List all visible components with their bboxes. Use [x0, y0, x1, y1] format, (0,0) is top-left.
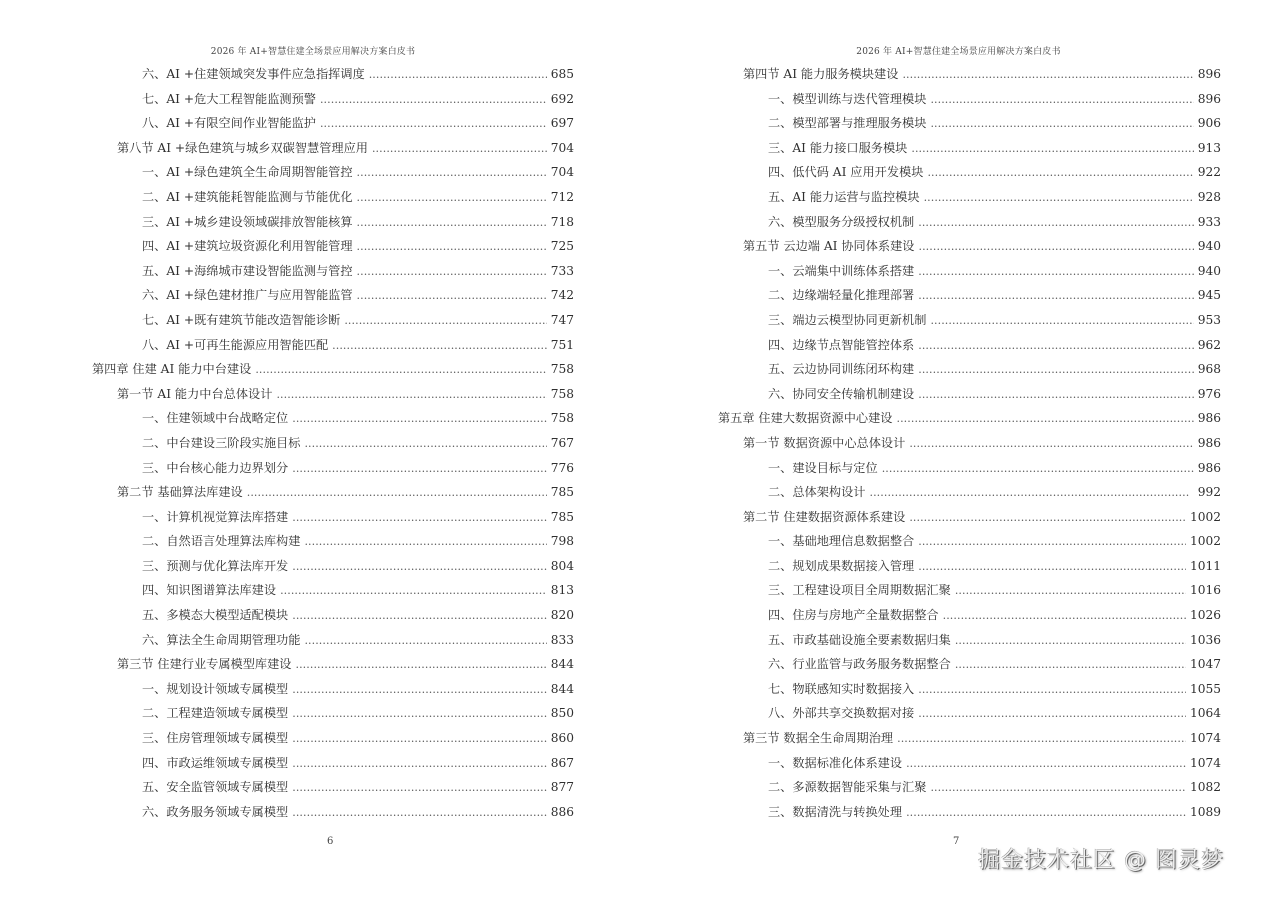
dot-leader	[357, 284, 547, 309]
dot-leader	[292, 407, 546, 432]
toc-entry-page: 976	[1197, 386, 1221, 401]
toc-entry-title: 三、中台核心能力边界划分	[142, 460, 289, 475]
toc-entry-page: 867	[550, 755, 574, 770]
toc-entry-title: 一、云端集中训练体系搭建	[768, 263, 915, 278]
toc-entry-title: 五、AI +海绵城市建设智能监测与管控	[142, 263, 353, 278]
toc-entry-page: 945	[1197, 288, 1221, 303]
toc-subsection	[718, 87, 1221, 112]
toc-entry-title: 第八节 AI +绿色建筑与城乡双碳智慧管理应用	[117, 140, 368, 155]
toc-entry-page: 1002	[1189, 534, 1221, 549]
toc-entry-page: 813	[550, 583, 574, 598]
dot-leader	[320, 112, 547, 137]
toc-entry-page: 704	[550, 165, 574, 180]
toc-subsection	[92, 456, 574, 481]
toc-entry-page: 886	[550, 804, 574, 819]
toc-entry-page: 692	[550, 91, 574, 106]
toc-entry-page: 986	[1197, 435, 1221, 450]
toc-entry-page: 820	[550, 608, 574, 623]
toc-entry-title: 六、AI +绿色建材推广与应用智能监管	[142, 288, 353, 303]
toc-entry-title: 第三节 数据全生命周期治理	[743, 731, 894, 746]
dot-leader	[304, 629, 546, 654]
toc-subsection	[92, 62, 574, 87]
toc-entry-page: 725	[550, 239, 574, 254]
dot-leader	[332, 334, 547, 359]
toc-subsection	[92, 87, 574, 112]
dot-leader	[292, 702, 546, 727]
dot-leader	[943, 604, 1186, 629]
dot-leader	[918, 211, 1193, 236]
toc-chapter	[92, 357, 574, 382]
toc-entry-title: 一、数据标准化体系建设	[768, 755, 903, 770]
toc-subsection	[718, 308, 1221, 333]
toc-entry-page: 1011	[1189, 558, 1221, 573]
toc-entry-title: 三、端边云模型协同更新机制	[768, 312, 927, 327]
dot-leader	[930, 776, 1186, 801]
toc-entry-title: 一、计算机视觉算法库搭建	[142, 509, 289, 524]
dot-leader	[918, 555, 1186, 580]
toc-entry-title: 二、AI +建筑能耗智能监测与节能优化	[142, 189, 353, 204]
toc-entry-title: 第三节 住建行业专属模型库建设	[117, 657, 292, 672]
toc-entry-title: 五、安全监管领域专属模型	[142, 780, 289, 795]
toc-subsection	[92, 677, 574, 702]
dot-leader	[292, 457, 546, 482]
toc-subsection	[92, 406, 574, 431]
toc-section	[92, 382, 574, 407]
dot-leader	[292, 776, 546, 801]
toc-subsection	[92, 160, 574, 185]
toc-entry-page: 877	[550, 780, 574, 795]
toc-subsection	[718, 456, 1221, 481]
toc-subsection	[92, 529, 574, 554]
table-of-contents	[718, 62, 1221, 824]
toc-entry-title: 七、AI +危大工程智能监测预警	[142, 91, 316, 106]
toc-entry-title: 六、行业监管与政务服务数据整合	[768, 657, 951, 672]
toc-entry-title: 二、边缘端轻量化推理部署	[768, 288, 915, 303]
toc-entry-page: 906	[1197, 116, 1221, 131]
running-header: 2026 年 AI+智慧住建全场景应用解决方案白皮书	[856, 47, 1061, 57]
dot-leader	[292, 678, 546, 703]
toc-entry-title: 三、预测与优化算法库开发	[142, 558, 289, 573]
toc-subsection	[718, 160, 1221, 185]
toc-entry-page: 922	[1197, 165, 1221, 180]
toc-entry-title: 二、模型部署与推理服务模块	[768, 116, 927, 131]
toc-subsection	[718, 677, 1221, 702]
dot-leader	[955, 653, 1186, 678]
toc-entry-title: 一、住建领域中台战略定位	[142, 411, 289, 426]
toc-entry-page: 850	[550, 706, 574, 721]
toc-entry-page: 896	[1197, 67, 1221, 81]
dot-leader	[247, 481, 547, 506]
dot-leader	[357, 260, 547, 285]
toc-entry-page: 697	[550, 116, 574, 131]
toc-subsection	[718, 554, 1221, 579]
toc-entry-page: 1089	[1189, 804, 1221, 819]
toc-subsection	[718, 603, 1221, 628]
toc-subsection	[92, 234, 574, 259]
toc-subsection	[92, 775, 574, 800]
toc-section	[718, 726, 1221, 751]
dot-leader	[930, 112, 1193, 137]
toc-entry-page: 718	[550, 214, 574, 229]
dot-leader	[344, 309, 546, 334]
toc-entry-page: 1074	[1189, 731, 1221, 746]
toc-entry-page: 1016	[1189, 583, 1221, 598]
toc-section	[718, 431, 1221, 456]
dot-leader	[296, 653, 547, 678]
page-right	[632, 0, 1265, 898]
dot-leader	[906, 801, 1186, 826]
dot-leader	[919, 235, 1194, 260]
dot-leader	[918, 260, 1193, 285]
dot-leader	[870, 481, 1194, 506]
toc-subsection	[92, 628, 574, 653]
toc-entry-title: 三、工程建设项目全周期数据汇聚	[768, 583, 951, 598]
toc-subsection	[718, 333, 1221, 358]
toc-entry-page: 986	[1197, 460, 1221, 475]
toc-subsection	[92, 210, 574, 235]
toc-entry-title: 第四节 AI 能力服务模块建设	[743, 67, 899, 81]
toc-entry-page: 940	[1197, 263, 1221, 278]
dot-leader	[897, 727, 1186, 752]
toc-entry-title: 第一节 数据资源中心总体设计	[743, 435, 906, 450]
toc-subsection	[718, 259, 1221, 284]
page-number: 6	[327, 836, 334, 847]
toc-subsection	[92, 185, 574, 210]
toc-entry-title: 八、AI +可再生能源应用智能匹配	[142, 337, 329, 352]
toc-entry-title: 第五节 云边端 AI 协同体系建设	[743, 239, 915, 254]
toc-subsection	[718, 210, 1221, 235]
toc-subsection	[92, 751, 574, 776]
toc-entry-page: 896	[1197, 91, 1221, 106]
toc-entry-title: 七、物联感知实时数据接入	[768, 681, 915, 696]
toc-entry-title: 七、AI +既有建筑节能改造智能诊断	[142, 312, 341, 327]
dot-leader	[918, 678, 1186, 703]
toc-subsection	[92, 505, 574, 530]
toc-entry-page: 928	[1197, 189, 1221, 204]
toc-entry-page: 844	[550, 681, 574, 696]
toc-entry-title: 五、市政基础设施全要素数据归集	[768, 632, 951, 647]
dot-leader	[280, 579, 547, 604]
toc-subsection	[718, 751, 1221, 776]
toc-entry-title: 六、模型服务分级授权机制	[768, 214, 915, 229]
dot-leader	[292, 555, 546, 580]
toc-entry-title: 四、边缘节点智能管控体系	[768, 337, 915, 352]
toc-entry-title: 一、规划设计领域专属模型	[142, 681, 289, 696]
toc-entry-page: 751	[550, 337, 574, 352]
toc-entry-page: 712	[550, 189, 574, 204]
toc-entry-page: 704	[550, 140, 574, 155]
toc-entry-page: 742	[550, 288, 574, 303]
watermark: 掘金技术社区 @ 图灵梦	[978, 848, 1224, 873]
dot-leader	[357, 186, 547, 211]
toc-entry-page: 940	[1197, 239, 1221, 254]
dot-leader	[357, 235, 547, 260]
dot-leader	[372, 137, 547, 162]
toc-subsection	[718, 357, 1221, 382]
toc-subsection	[718, 283, 1221, 308]
toc-entry-page: 758	[550, 362, 574, 377]
toc-entry-title: 五、云边协同训练闭环构建	[768, 362, 915, 377]
toc-section	[92, 480, 574, 505]
toc-entry-title: 一、模型训练与迭代管理模块	[768, 91, 927, 106]
toc-entry-title: 五、AI 能力运营与监控模块	[768, 189, 920, 204]
toc-entry-title: 一、AI +绿色建筑全生命周期智能管控	[142, 165, 353, 180]
dot-leader	[276, 383, 546, 408]
toc-entry-title: 四、AI +建筑垃圾资源化利用智能管理	[142, 239, 353, 254]
toc-entry-title: 第一节 AI 能力中台总体设计	[117, 386, 273, 401]
toc-subsection	[718, 775, 1221, 800]
toc-entry-page: 785	[550, 485, 574, 500]
toc-subsection	[92, 111, 574, 136]
dot-leader	[304, 530, 546, 555]
toc-entry-page: 1036	[1189, 632, 1221, 647]
toc-entry-page: 986	[1197, 411, 1221, 426]
toc-entry-page: 685	[550, 67, 574, 81]
toc-subsection	[92, 308, 574, 333]
toc-entry-title: 四、低代码 AI 应用开发模块	[768, 165, 924, 180]
toc-entry-page: 758	[550, 386, 574, 401]
toc-section	[718, 62, 1221, 87]
toc-subsection	[718, 382, 1221, 407]
toc-entry-title: 一、建设目标与定位	[768, 460, 878, 475]
toc-subsection	[92, 431, 574, 456]
toc-entry-page: 962	[1197, 337, 1221, 352]
dot-leader	[918, 284, 1193, 309]
dot-leader	[906, 752, 1186, 777]
dot-leader	[304, 432, 546, 457]
toc-subsection	[92, 800, 574, 825]
toc-entry-page: 758	[550, 411, 574, 426]
dot-leader	[292, 752, 546, 777]
toc-entry-title: 二、自然语言处理算法库构建	[142, 534, 301, 549]
toc-entry-title: 八、AI +有限空间作业智能监护	[142, 116, 316, 131]
toc-entry-title: 二、总体架构设计	[768, 485, 866, 500]
dot-leader	[292, 604, 546, 629]
toc-subsection	[92, 603, 574, 628]
dot-leader	[909, 432, 1193, 457]
dot-leader	[918, 702, 1186, 727]
toc-entry-title: 第二节 住建数据资源体系建设	[743, 509, 906, 524]
dot-leader	[918, 334, 1193, 359]
toc-entry-page: 833	[550, 632, 574, 647]
toc-entry-page: 844	[550, 657, 574, 672]
toc-entry-title: 第五章 住建大数据资源中心建设	[718, 411, 893, 426]
dot-leader	[918, 358, 1193, 383]
toc-section	[718, 234, 1221, 259]
toc-section	[718, 505, 1221, 530]
toc-entry-title: 五、多模态大模型适配模块	[142, 608, 289, 623]
page-left	[0, 0, 632, 898]
toc-subsection	[718, 652, 1221, 677]
toc-subsection	[92, 259, 574, 284]
running-header: 2026 年 AI+智慧住建全场景应用解决方案白皮书	[210, 47, 416, 57]
toc-entry-page: 1026	[1189, 608, 1221, 623]
toc-entry-title: 二、中台建设三阶段实施目标	[142, 435, 301, 450]
dot-leader	[292, 801, 546, 826]
toc-entry-page: 953	[1197, 312, 1221, 327]
toc-entry-page: 733	[550, 263, 574, 278]
dot-leader	[292, 727, 546, 752]
toc-entry-page: 1082	[1189, 780, 1221, 795]
dot-leader	[955, 579, 1186, 604]
toc-entry-page: 798	[550, 534, 574, 549]
toc-subsection	[718, 800, 1221, 825]
dot-leader	[918, 530, 1186, 555]
toc-entry-page: 804	[550, 558, 574, 573]
toc-section	[92, 136, 574, 161]
dot-leader	[369, 63, 547, 88]
toc-entry-title: 第二节 基础算法库建设	[117, 485, 243, 500]
toc-entry-title: 六、算法全生命周期管理功能	[142, 632, 301, 647]
dot-leader	[320, 88, 547, 113]
toc-subsection	[92, 333, 574, 358]
toc-entry-title: 六、协同安全传输机制建设	[768, 386, 915, 401]
toc-entry-page: 933	[1197, 214, 1221, 229]
toc-subsection	[718, 136, 1221, 161]
toc-subsection	[718, 701, 1221, 726]
toc-subsection	[718, 480, 1221, 505]
dot-leader	[955, 629, 1186, 654]
toc-entry-title: 六、政务服务领域专属模型	[142, 804, 289, 819]
dot-leader	[918, 383, 1193, 408]
toc-section	[92, 652, 574, 677]
toc-entry-page: 860	[550, 731, 574, 746]
dot-leader	[909, 506, 1186, 531]
toc-subsection	[92, 283, 574, 308]
toc-entry-page: 1055	[1189, 681, 1221, 696]
toc-entry-page: 1064	[1189, 706, 1221, 721]
toc-entry-title: 八、外部共享交换数据对接	[768, 706, 915, 721]
toc-entry-title: 二、规划成果数据接入管理	[768, 558, 915, 573]
toc-subsection	[92, 726, 574, 751]
dot-leader	[927, 161, 1193, 186]
toc-entry-title: 三、数据清洗与转换处理	[768, 804, 903, 819]
dot-leader	[911, 137, 1193, 162]
toc-entry-title: 三、AI 能力接口服务模块	[768, 140, 908, 155]
toc-entry-title: 四、知识图谱算法库建设	[142, 583, 277, 598]
dot-leader	[357, 211, 547, 236]
toc-subsection	[718, 111, 1221, 136]
toc-subsection	[718, 185, 1221, 210]
toc-subsection	[718, 578, 1221, 603]
toc-entry-title: 三、住房管理领域专属模型	[142, 731, 289, 746]
dot-leader	[255, 358, 546, 383]
toc-subsection	[92, 554, 574, 579]
toc-entry-page: 776	[550, 460, 574, 475]
toc-entry-title: 三、AI +城乡建设领域碳排放智能核算	[142, 214, 353, 229]
dot-leader	[897, 407, 1194, 432]
table-of-contents	[92, 62, 574, 824]
dot-leader	[930, 309, 1193, 334]
toc-entry-page: 767	[550, 435, 574, 450]
toc-subsection	[92, 701, 574, 726]
dot-leader	[924, 186, 1194, 211]
dot-leader	[292, 506, 546, 531]
toc-entry-title: 二、多源数据智能采集与汇聚	[768, 780, 927, 795]
toc-entry-page: 785	[550, 509, 574, 524]
toc-chapter	[718, 406, 1221, 431]
page-number: 7	[953, 836, 960, 847]
dot-leader	[882, 457, 1194, 482]
toc-entry-title: 四、市政运维领域专属模型	[142, 755, 289, 770]
toc-entry-page: 992	[1197, 485, 1221, 500]
toc-entry-page: 913	[1197, 140, 1221, 155]
toc-subsection	[718, 529, 1221, 554]
toc-entry-page: 1074	[1189, 755, 1221, 770]
toc-entry-title: 一、基础地理信息数据整合	[768, 534, 915, 549]
dot-leader	[930, 88, 1193, 113]
toc-subsection	[718, 628, 1221, 653]
toc-entry-page: 968	[1197, 362, 1221, 377]
dot-leader	[357, 161, 547, 186]
toc-entry-page: 1047	[1189, 657, 1221, 672]
dot-leader	[902, 63, 1193, 88]
toc-entry-page: 747	[550, 312, 574, 327]
toc-entry-page: 1002	[1189, 509, 1221, 524]
toc-entry-title: 四、住房与房地产全量数据整合	[768, 608, 939, 623]
toc-entry-title: 第四章 住建 AI 能力中台建设	[92, 362, 252, 377]
toc-subsection	[92, 578, 574, 603]
toc-entry-title: 二、工程建造领域专属模型	[142, 706, 289, 721]
toc-entry-title: 六、AI +住建领域突发事件应急指挥调度	[142, 67, 365, 81]
